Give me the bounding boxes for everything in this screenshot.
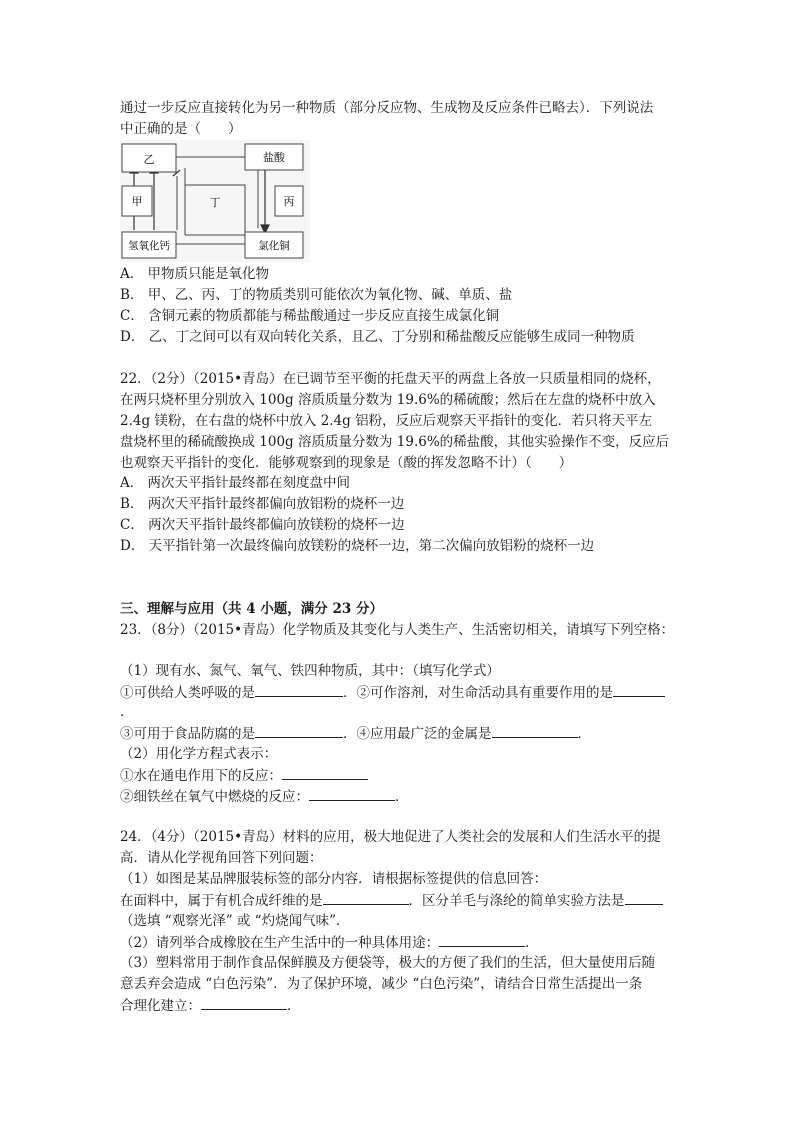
q23-part2-line2: ②细铁丝在氧气中燃烧的反应： ． bbox=[120, 786, 409, 807]
q24-line6: （2）请列举合成橡胶在生产生活中的一种具体用途： ． bbox=[120, 932, 539, 953]
q24-line1: 24．（4分）（2015•青岛）材料的应用，极大地促进了人类社会的发展和人们生活水平的提 bbox=[120, 829, 661, 845]
q21-option-b: B． 甲、乙、丙、丁的物质类别可能依次为氧化物、碱、单质、盐 bbox=[120, 287, 513, 303]
q22-line: 22．（2分）（2015•青岛）在已调节至平衡的托盘天平的两盘上各放一只质量相同的烧杯， bbox=[120, 371, 661, 387]
answer-blank[interactable] bbox=[439, 932, 525, 947]
answer-blank[interactable] bbox=[201, 995, 287, 1010]
q22-option-d: D． 天平指针第一次最终偏向放镁粉的烧杯一边，第二次偏向放铝粉的烧杯一边 bbox=[120, 538, 595, 554]
answer-blank[interactable] bbox=[625, 890, 663, 905]
answer-blank[interactable] bbox=[613, 682, 665, 697]
answer-blank[interactable] bbox=[309, 786, 395, 801]
q22-line: 2.4g 镁粉，在右盘的烧杯中放入 2.4g 铝粉，反应后观察天平指针的变化．若只将天平左 bbox=[120, 413, 653, 429]
q22-option-a: A． 两次天平指针最终都在刻度盘中间 bbox=[120, 475, 351, 491]
q23-part1-line1: ①可供给人类呼吸的是 ．②可作溶剂，对生命活动具有重要作用的是 bbox=[120, 682, 665, 703]
diagram-label-bing: 丙 bbox=[283, 195, 295, 208]
diagram-label-hcl: 盐酸 bbox=[263, 151, 285, 164]
diagram-label-caoh2: 氢氧化钙 bbox=[128, 240, 170, 252]
diagram-label-ding: 丁 bbox=[209, 196, 221, 209]
q24-line7: （3）塑料常用于制作食品保鲜膜及方便袋等，极大的方便了我们的生活，但大量使用后随 bbox=[120, 955, 656, 971]
answer-blank[interactable] bbox=[492, 723, 578, 738]
q21-conversion-diagram bbox=[120, 140, 310, 262]
q23-part2-heading: （2）用化学方程式表示： bbox=[120, 746, 278, 762]
q22-line: 也观察天平指针的变化．能够观察到的现象是（酸的挥发忽略不计）（ ） bbox=[120, 455, 573, 471]
answer-blank[interactable] bbox=[255, 682, 343, 697]
q21-stem-line1: 通过一步反应直接转化为另一种物质（部分反应物、生成物及反应条件已略去）．下列说法 bbox=[120, 100, 654, 116]
q24-line9: 合理化建立： ． bbox=[120, 995, 301, 1016]
q22-option-b: B． 两次天平指针最终都偏向放铝粉的烧杯一边 bbox=[120, 496, 405, 512]
q24-line2: 高．请从化学视角回答下列问题： bbox=[120, 850, 323, 866]
answer-blank[interactable] bbox=[282, 765, 368, 780]
q23-part2-line1: ①水在通电作用下的反应： bbox=[120, 765, 368, 786]
q24-line3: （1）如图是某品牌服装标签的部分内容．请根据标签提供的信息回答： bbox=[120, 871, 548, 887]
diagram-label-jia: 甲 bbox=[131, 195, 143, 208]
q23-part1-heading: （1）现有水、氮气、氧气、铁四种物质，其中：（填写化学式） bbox=[120, 663, 500, 679]
q24-line8: 意丢弃会造成 “白色污染”．为了保护环境，减少 “白色污染”，请结合日常生活提出一条 bbox=[120, 976, 643, 992]
q21-option-c: C． 含铜元素的物质都能与稀盐酸通过一步反应直接生成氯化铜 bbox=[120, 308, 500, 324]
q22-line: 盘烧杯里的稀硫酸换成 100g 溶质质量分数为 19.6%的稀盐酸，其他实验操作不变，反应后 bbox=[120, 434, 670, 450]
q21-option-a: A． 甲物质只能是氧化物 bbox=[120, 266, 270, 282]
q23-part1-line2: ③可用于食品防腐的是 ．④应用最广泛的金属是 ． bbox=[120, 723, 591, 744]
diagram-label-cucl2: 氯化铜 bbox=[258, 240, 290, 252]
answer-blank[interactable] bbox=[255, 723, 343, 738]
q24-line5: （选填 “观察光泽” 或 “灼烧闻气味”． bbox=[120, 913, 350, 929]
q23-intro: 23．（8分）（2015•青岛）化学物质及其变化与人类生产、生活密切相关，请填写下列空格： bbox=[120, 622, 675, 638]
q21-stem-line2: 中正确的是（ ） bbox=[120, 121, 242, 137]
section-title: 三、理解与应用（共 4 小题，满分 23 分） bbox=[120, 601, 383, 617]
answer-blank[interactable] bbox=[323, 890, 409, 905]
q24-line4: 在面料中，属于有机合成纤维的是 ．区分羊毛与涤纶的简单实验方法是 bbox=[120, 890, 663, 911]
q23-part1-period: ． bbox=[120, 704, 134, 720]
diagram-label-yi: 乙 bbox=[143, 153, 155, 166]
q22-option-c: C． 两次天平指针最终都偏向放镁粉的烧杯一边 bbox=[120, 517, 405, 533]
q22-line: 在两只烧杯里分别放入 100g 溶质质量分数为 19.6%的稀硫酸；然后在左盘的烧杯中放入 bbox=[120, 392, 656, 408]
q21-option-d: D． 乙、丁之间可以有双向转化关系，且乙、丁分别和稀盐酸反应能够生成同一种物质 bbox=[120, 329, 635, 345]
